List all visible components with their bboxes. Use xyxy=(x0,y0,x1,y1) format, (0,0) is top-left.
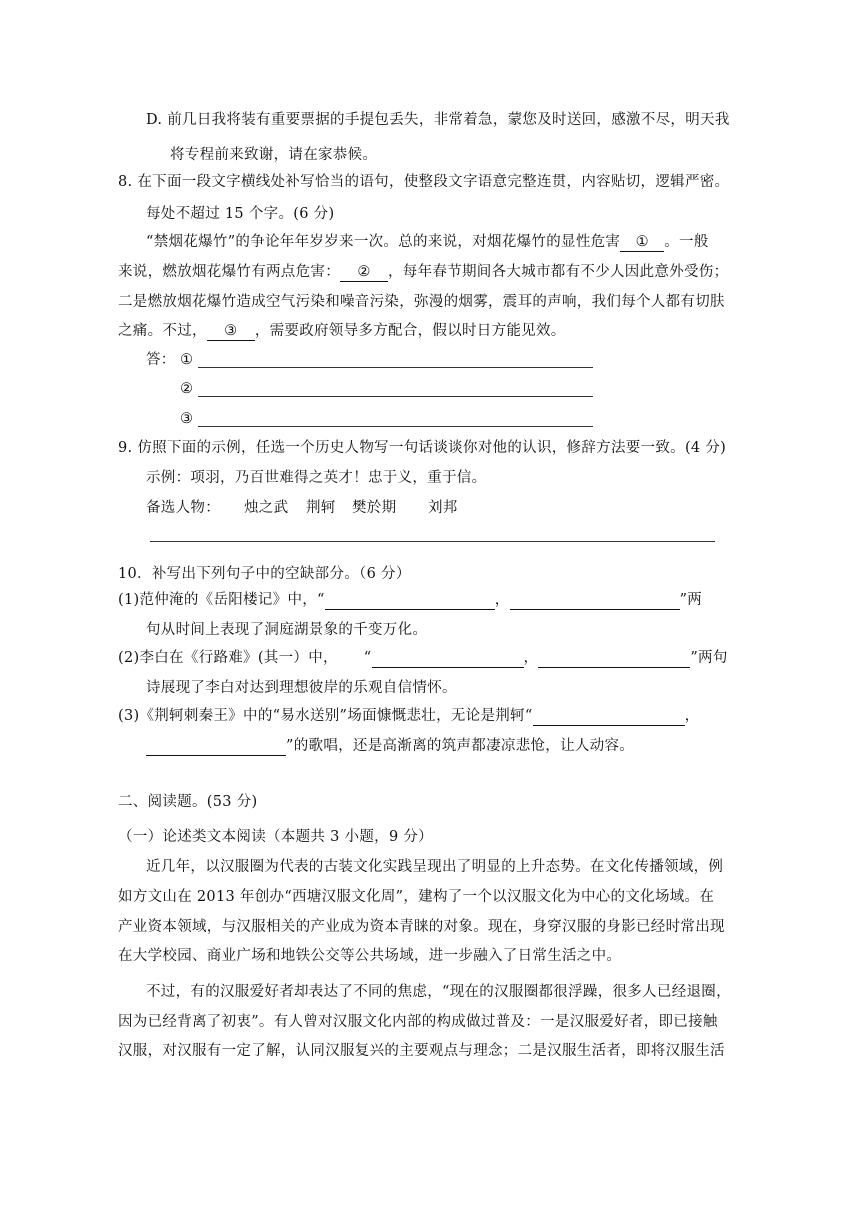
q8-passage-line2 xyxy=(118,262,728,282)
q8-passage-text: ，每年春节期间各大城市都有不少人因此意外受伤； xyxy=(388,264,729,280)
q10-s2-line2: 诗展现了李白对达到理想彼岸的乐观自信情怀。 xyxy=(146,680,457,696)
q7-option-d-line1: D. 前几日我将装有重要票据的手提包丢失，非常着急，蒙您及时送回，感激不尽，明天我 xyxy=(146,112,730,128)
q8-answer-mark-3: ③ xyxy=(180,411,194,427)
q10-s3-blank-2[interactable] xyxy=(146,737,286,756)
q8-passage-text: 。一般 xyxy=(664,234,709,250)
q8-stem-line1: 8. 在下面一段文字横线处补写恰当的语句，使整段文字语意完整连贯，内容贴切，逻辑严密。 xyxy=(118,174,730,190)
q9-answer-line[interactable] xyxy=(150,541,715,542)
q8-passage-line3: 二是燃放烟花爆竹造成空气污染和噪音污染，弥漫的烟雾，震耳的声响，我们每个人都有切肤 xyxy=(118,294,725,310)
q8-answer-mark-1: ① xyxy=(180,352,194,368)
q10-s3-text: (3)《荆轲刺秦王》中的“易水送别”场面慷慨悲壮，无论是荆轲“ xyxy=(118,708,533,724)
q10-s1-text: (1)范仲淹的《岳阳楼记》中，“ xyxy=(118,592,325,608)
q8-passage-text: ，需要政府领导多方配合，假以时日方能见效。 xyxy=(254,323,566,339)
q10-quote: “ xyxy=(363,650,372,666)
q10-comma: ， xyxy=(684,708,700,724)
q8-passage-text: 之痛。不过， xyxy=(118,323,207,339)
q8-answer-label: 答： xyxy=(146,352,176,368)
q9-option-3: 樊於期 xyxy=(352,500,397,516)
q8-stem-line2: 每处不超过 15 个字。(6 分) xyxy=(146,206,335,222)
q9-example: 示例：项羽，乃百世难得之英才！忠于义，重于信。 xyxy=(146,470,487,486)
q8-blank-2[interactable]: ② xyxy=(340,263,388,282)
q10-s2-blank-2[interactable] xyxy=(538,649,690,668)
q8-passage-line1 xyxy=(146,232,709,252)
q10-comma: ， xyxy=(494,592,510,608)
q9-option-4: 刘邦 xyxy=(428,500,458,516)
q8-blank-3[interactable]: ③ xyxy=(207,322,255,341)
q7-option-d-line2: 将专程前来致谢，请在家恭候。 xyxy=(170,147,378,163)
q10-s1-line1 xyxy=(118,590,702,610)
passage-line: 在大学校园、商业广场和地铁公交等公共场域，进一步融入了日常生活之中。 xyxy=(118,948,622,964)
passage-line: 因为已经背离了初衷”。有人曾对汉服文化内部的构成做过普及：一是汉服爱好者，即已接触 xyxy=(118,1014,718,1030)
q8-passage-line4 xyxy=(118,321,566,341)
q10-s1-blank-2[interactable] xyxy=(510,591,680,610)
q10-s2-line1 xyxy=(118,648,728,668)
q10-s3-line1 xyxy=(118,706,699,726)
q9-option-2: 荆轲 xyxy=(306,500,336,516)
passage-line: 产业资本领域，与汉服相关的产业成为资本青睐的对象。现在，身穿汉服的身影已经时常出现 xyxy=(118,919,725,935)
q10-s1-text: ”两 xyxy=(679,592,703,608)
q10-s3-blank-1[interactable] xyxy=(533,707,685,726)
q8-answer-mark-2: ② xyxy=(180,381,194,397)
q8-passage-text: “禁烟花爆竹”的争论年年岁岁来一次。总的来说，对烟花爆竹的显性危害 xyxy=(146,234,621,250)
passage-line: 不过，有的汉服爱好者却表达了不同的焦虑，“现在的汉服圈都很浮躁，很多人已经退圈， xyxy=(146,984,731,1000)
q8-answer-line-1[interactable] xyxy=(198,367,593,368)
q8-blank-1[interactable]: ① xyxy=(620,233,664,252)
passage-line: 如方文山在 2013 年创办“西塘汉服文化周”，建构了一个以汉服文化为中心的文化场域。在 xyxy=(118,889,715,905)
q10-s2-blank-1[interactable] xyxy=(372,649,524,668)
section2-title: 二、阅读题。(53 分) xyxy=(118,794,258,810)
passage-line: 汉服，对汉服有一定了解，认同汉服复兴的主要观点与理念；二是汉服生活者，即将汉服生活 xyxy=(118,1043,725,1059)
q10-s3-text: ”的歌唱，还是高渐离的筑声都凄凉悲怆，让人动容。 xyxy=(286,738,635,754)
q10-s1-line2: 句从时间上表现了洞庭湖景象的千变万化。 xyxy=(146,622,428,638)
section2-subsection-1: （一）论述类文本阅读（本题共 3 小题，9 分） xyxy=(118,829,433,845)
q8-answer-line-2[interactable] xyxy=(198,396,593,397)
q10-comma: ， xyxy=(523,650,539,666)
q9-option-1: 烛之武 xyxy=(244,500,289,516)
passage-line: 近几年，以汉服圈为代表的古装文化实践呈现出了明显的上升态势。在文化传播领域，例 xyxy=(146,859,724,875)
q8-passage-text: 来说，燃放烟花爆竹有两点危害： xyxy=(118,264,340,280)
q10-stem: 10．补写出下列句子中的空缺部分。（6 分） xyxy=(118,566,411,582)
q8-answer-line-3[interactable] xyxy=(198,426,593,427)
q9-stem: 9. 仿照下面的示例，任选一个历史人物写一句话谈谈你对他的认识，修辞方法要一致。(4 分) xyxy=(118,440,727,456)
q9-options-label: 备选人物： xyxy=(146,500,220,516)
q10-s2-text: (2)李白在《行路难》(其一）中， xyxy=(118,650,338,666)
q10-s2-text: ”两句 xyxy=(690,650,728,666)
q10-s3-line2 xyxy=(146,736,634,756)
q10-s1-blank-1[interactable] xyxy=(325,591,495,610)
